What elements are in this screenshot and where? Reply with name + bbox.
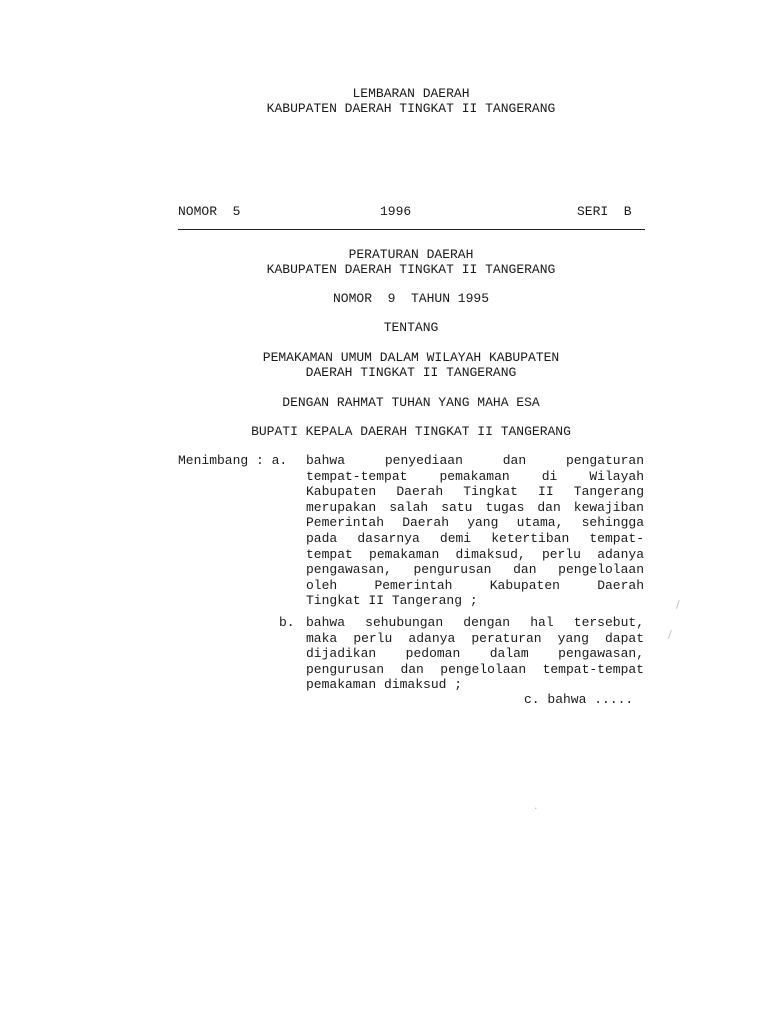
continuation-marker: c. bahwa .....: [524, 692, 634, 707]
issue-series: SERI B: [577, 204, 632, 219]
regulation-about: TENTANG: [383, 320, 439, 335]
item-b-line: dijadikan pedoman dalam pengawasan,: [306, 646, 644, 662]
item-a-line: pengawasan, pengurusan dan pengelolaan: [306, 562, 644, 578]
considering-label: Menimbang : a.: [178, 453, 288, 468]
considering-item-a: [306, 453, 644, 609]
regulation-blessing: DENGAN RAHMAT TUHAN YANG MAHA ESA: [282, 395, 540, 410]
gazette-region: KABUPATEN DAERAH TINGKAT II TANGERANG: [266, 101, 556, 116]
item-a-line: bahwa penyediaan dan pengaturan: [306, 453, 644, 468]
item-b-line: bahwa sehubungan dengan hal tersebut,: [306, 615, 644, 630]
scan-speck: /: [676, 598, 680, 611]
item-a-line: pada dasarnya demi ketertiban tempat-: [306, 530, 644, 546]
scan-speck: ·: [534, 802, 538, 815]
regulation-number: NOMOR 9 TAHUN 1995: [332, 291, 490, 306]
item-b-line: pengurusan dan pengelolaan tempat-tempat: [306, 661, 644, 677]
horizontal-divider: [178, 229, 645, 230]
issue-number: NOMOR 5: [178, 204, 241, 219]
item-a-line: tempat pemakaman dimaksud, perlu adanya: [306, 546, 644, 562]
item-a-line: oleh Pemerintah Kabupaten Daerah: [306, 577, 644, 593]
regulation-subject-line1: PEMAKAMAN UMUM DALAM WILAYAH KABUPATEN: [262, 350, 560, 365]
item-b-line: maka perlu adanya peraturan yang dapat: [306, 630, 644, 646]
regulation-region: KABUPATEN DAERAH TINGKAT II TANGERANG: [266, 262, 556, 277]
issue-year: 1996: [380, 204, 412, 219]
item-a-line: Kabupaten Daerah Tingkat II Tangerang: [306, 484, 644, 500]
item-b-marker: b.: [279, 615, 295, 630]
item-a-line: tempat-tempat pemakaman di Wilayah: [306, 468, 644, 484]
item-a-line: Tingkat II Tangerang ;: [306, 593, 478, 609]
considering-item-b: [306, 615, 644, 693]
regulation-subject-line2: DAERAH TINGKAT II TANGERANG: [305, 365, 517, 380]
scan-speck: /: [668, 628, 672, 641]
item-b-line: pemakaman dimaksud ;: [306, 677, 463, 693]
regulation-title: PERATURAN DAERAH: [348, 247, 474, 262]
item-a-line: merupakan salah satu tugas dan kewajiban: [306, 499, 644, 515]
regulation-authority: BUPATI KEPALA DAERAH TINGKAT II TANGERANG: [251, 424, 571, 439]
item-a-line: Pemerintah Daerah yang utama, sehingga: [306, 515, 644, 531]
gazette-title: LEMBARAN DAERAH: [352, 86, 470, 101]
